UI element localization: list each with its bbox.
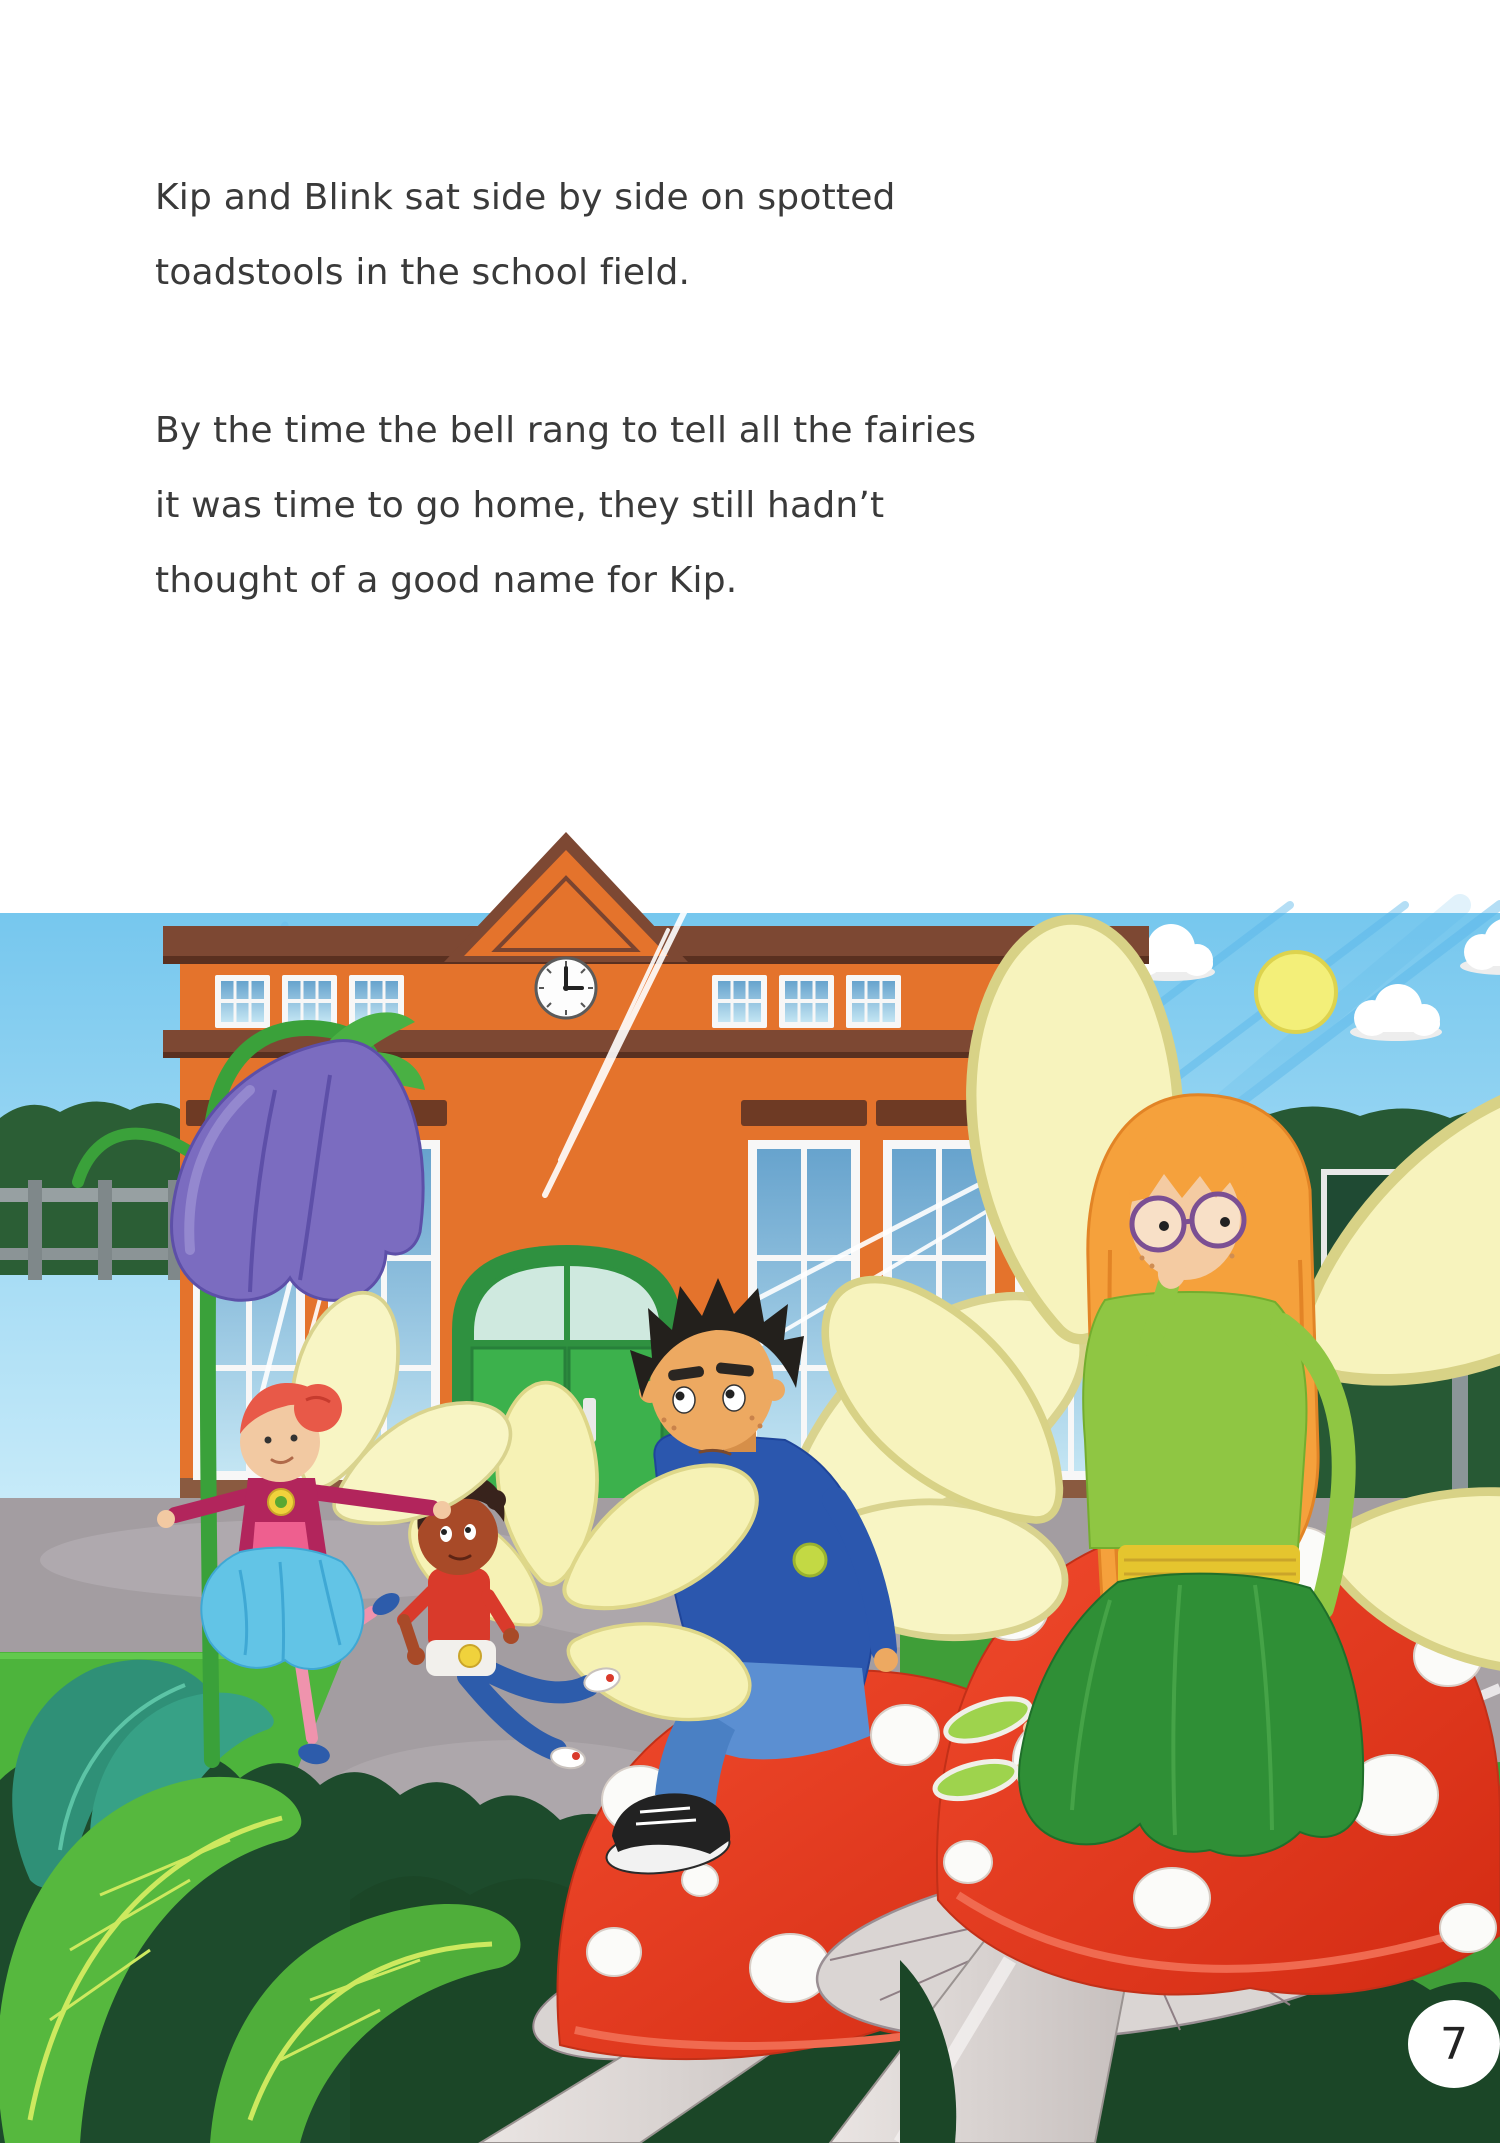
paragraph-2 bbox=[155, 393, 1355, 618]
illustration bbox=[0, 820, 1500, 2143]
window bbox=[712, 975, 767, 1028]
story-line: thought of a good name for Kip. bbox=[155, 560, 738, 601]
pediment bbox=[444, 832, 688, 962]
story-line: Kip and Blink sat side by side on spotted bbox=[155, 177, 896, 218]
kip-hand bbox=[874, 1648, 898, 1672]
window bbox=[215, 975, 270, 1028]
story-line: toadstools in the school field. bbox=[155, 252, 691, 293]
page-number: 7 bbox=[1440, 2018, 1468, 2070]
clock bbox=[536, 958, 596, 1018]
story-line: it was time to go home, they still hadn’t bbox=[155, 485, 885, 526]
story-line: By the time the bell rang to tell all the fairies bbox=[155, 410, 977, 451]
kip-badge bbox=[794, 1544, 826, 1576]
paragraph-1 bbox=[155, 160, 1355, 310]
window bbox=[846, 975, 901, 1028]
sun bbox=[1256, 952, 1336, 1032]
page-number-badge bbox=[1408, 2000, 1500, 2088]
story-text bbox=[155, 160, 1355, 618]
window bbox=[779, 975, 834, 1028]
fairy-boy-shirt bbox=[428, 1568, 490, 1652]
